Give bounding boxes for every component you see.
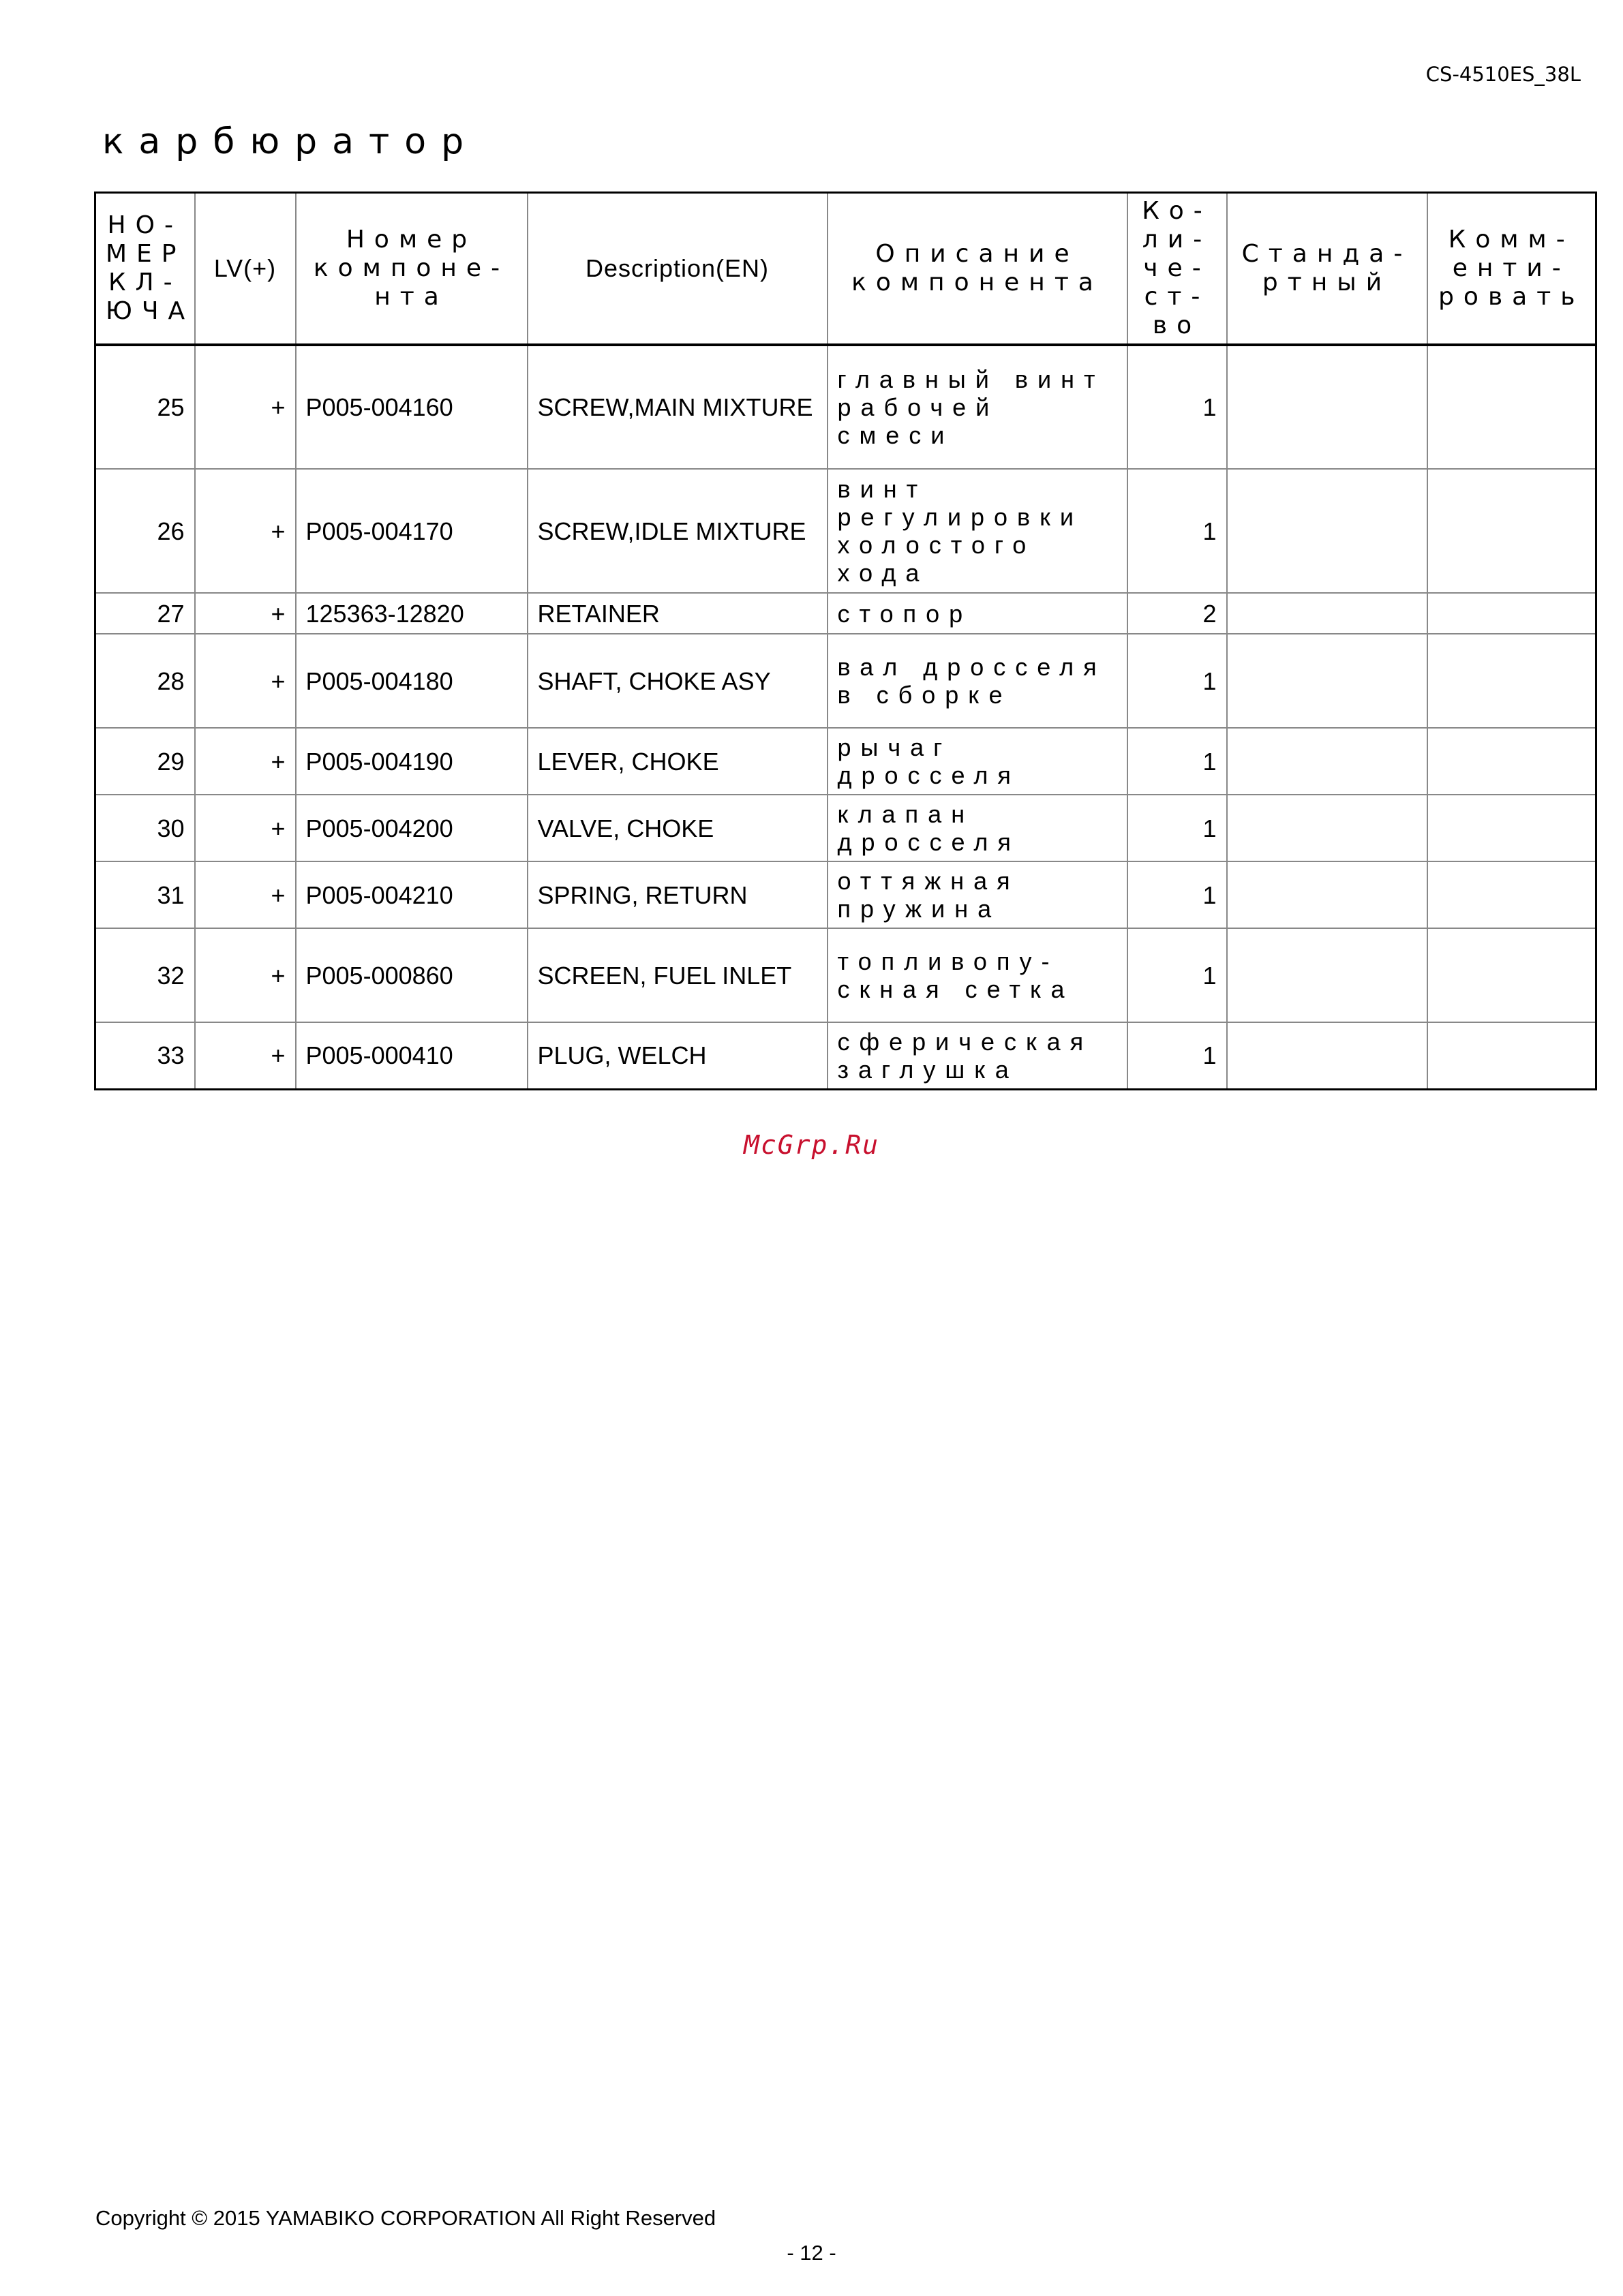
cell-comment — [1427, 345, 1596, 469]
cell-quantity: 1 — [1127, 861, 1227, 928]
document-code: CS-4510ES_38L — [1425, 63, 1581, 86]
cell-comment — [1427, 861, 1596, 928]
cell-comment — [1427, 795, 1596, 861]
cell-description-en: VALVE, CHOKE — [528, 795, 828, 861]
cell-key: 32 — [95, 928, 195, 1022]
cell-standard — [1227, 469, 1427, 593]
table-row — [95, 928, 1596, 1022]
cell-standard — [1227, 795, 1427, 861]
table-row — [95, 728, 1596, 795]
cell-key: 28 — [95, 634, 195, 728]
cell-part-number: P005-004210 — [296, 861, 528, 928]
page-title: карбюратор — [102, 121, 479, 162]
cell-standard — [1227, 861, 1427, 928]
cell-comment — [1427, 469, 1596, 593]
cell-quantity: 1 — [1127, 728, 1227, 795]
cell-description-en: RETAINER — [528, 593, 828, 634]
header-part-number: Номер компоне-нта — [296, 193, 528, 346]
cell-standard — [1227, 928, 1427, 1022]
cell-comment — [1427, 634, 1596, 728]
cell-lv: + — [195, 728, 296, 795]
cell-standard — [1227, 345, 1427, 469]
cell-key: 25 — [95, 345, 195, 469]
page-number: - 12 - — [787, 2241, 836, 2265]
cell-quantity: 1 — [1127, 795, 1227, 861]
table-row — [95, 1022, 1596, 1089]
cell-comment — [1427, 1022, 1596, 1089]
cell-key: 29 — [95, 728, 195, 795]
cell-part-number: P005-004160 — [296, 345, 528, 469]
cell-lv: + — [195, 861, 296, 928]
table-row — [95, 634, 1596, 728]
cell-description-ru: рычаг дросселя — [828, 728, 1127, 795]
cell-part-number: P005-004170 — [296, 469, 528, 593]
cell-comment — [1427, 928, 1596, 1022]
cell-standard — [1227, 728, 1427, 795]
cell-standard — [1227, 1022, 1427, 1089]
header-key-number: НО-МЕР КЛ-ЮЧА — [95, 193, 195, 346]
cell-key: 30 — [95, 795, 195, 861]
copyright-notice: Copyright © 2015 YAMABIKO CORPORATION All Right Reserved — [95, 2206, 716, 2230]
cell-quantity: 1 — [1127, 345, 1227, 469]
cell-comment — [1427, 728, 1596, 795]
cell-description-en: SCREEN, FUEL INLET — [528, 928, 828, 1022]
table-row — [95, 795, 1596, 861]
cell-description-en: SHAFT, CHOKE ASY — [528, 634, 828, 728]
header-description-ru: Описание компонента — [828, 193, 1127, 346]
cell-key: 31 — [95, 861, 195, 928]
cell-lv: + — [195, 469, 296, 593]
cell-quantity: 2 — [1127, 593, 1227, 634]
cell-description-ru: сферическая заглушка — [828, 1022, 1127, 1089]
cell-quantity: 1 — [1127, 928, 1227, 1022]
cell-description-ru: винт регулировки холостого хода — [828, 469, 1127, 593]
cell-quantity: 1 — [1127, 1022, 1227, 1089]
cell-part-number: P005-004200 — [296, 795, 528, 861]
cell-key: 33 — [95, 1022, 195, 1089]
cell-description-ru: главный винт рабочей смеси — [828, 345, 1127, 469]
cell-quantity: 1 — [1127, 634, 1227, 728]
cell-description-en: LEVER, CHOKE — [528, 728, 828, 795]
cell-part-number: 125363-12820 — [296, 593, 528, 634]
cell-lv: + — [195, 593, 296, 634]
cell-description-ru: клапан дросселя — [828, 795, 1127, 861]
cell-standard — [1227, 634, 1427, 728]
table-row — [95, 593, 1596, 634]
table-row — [95, 469, 1596, 593]
header-quantity: Ко-ли-че-ст-во — [1127, 193, 1227, 346]
cell-description-ru: стопор — [828, 593, 1127, 634]
cell-lv: + — [195, 795, 296, 861]
cell-comment — [1427, 593, 1596, 634]
cell-lv: + — [195, 345, 296, 469]
cell-key: 26 — [95, 469, 195, 593]
cell-lv: + — [195, 928, 296, 1022]
cell-quantity: 1 — [1127, 469, 1227, 593]
cell-part-number: P005-004190 — [296, 728, 528, 795]
table-row — [95, 345, 1596, 469]
cell-lv: + — [195, 634, 296, 728]
header-standard: Станда-ртный — [1227, 193, 1427, 346]
cell-description-ru: вал дросселя в сборке — [828, 634, 1127, 728]
cell-description-en: PLUG, WELCH — [528, 1022, 828, 1089]
header-description-en: Description(EN) — [528, 193, 828, 346]
cell-part-number: P005-000410 — [296, 1022, 528, 1089]
cell-description-en: SPRING, RETURN — [528, 861, 828, 928]
cell-description-en: SCREW,MAIN MIXTURE — [528, 345, 828, 469]
cell-lv: + — [195, 1022, 296, 1089]
watermark-link[interactable]: McGrp.Ru — [743, 1130, 880, 1160]
cell-part-number: P005-000860 — [296, 928, 528, 1022]
cell-standard — [1227, 593, 1427, 634]
header-comment: Комм-енти-ровать — [1427, 193, 1596, 346]
parts-table — [94, 192, 1597, 1090]
cell-part-number: P005-004180 — [296, 634, 528, 728]
cell-key: 27 — [95, 593, 195, 634]
table-header-row — [95, 193, 1596, 346]
cell-description-en: SCREW,IDLE MIXTURE — [528, 469, 828, 593]
cell-description-ru: топливопу-скная сетка — [828, 928, 1127, 1022]
cell-description-ru: оттяжная пружина — [828, 861, 1127, 928]
table-row — [95, 861, 1596, 928]
header-lv: LV(+) — [195, 193, 296, 346]
